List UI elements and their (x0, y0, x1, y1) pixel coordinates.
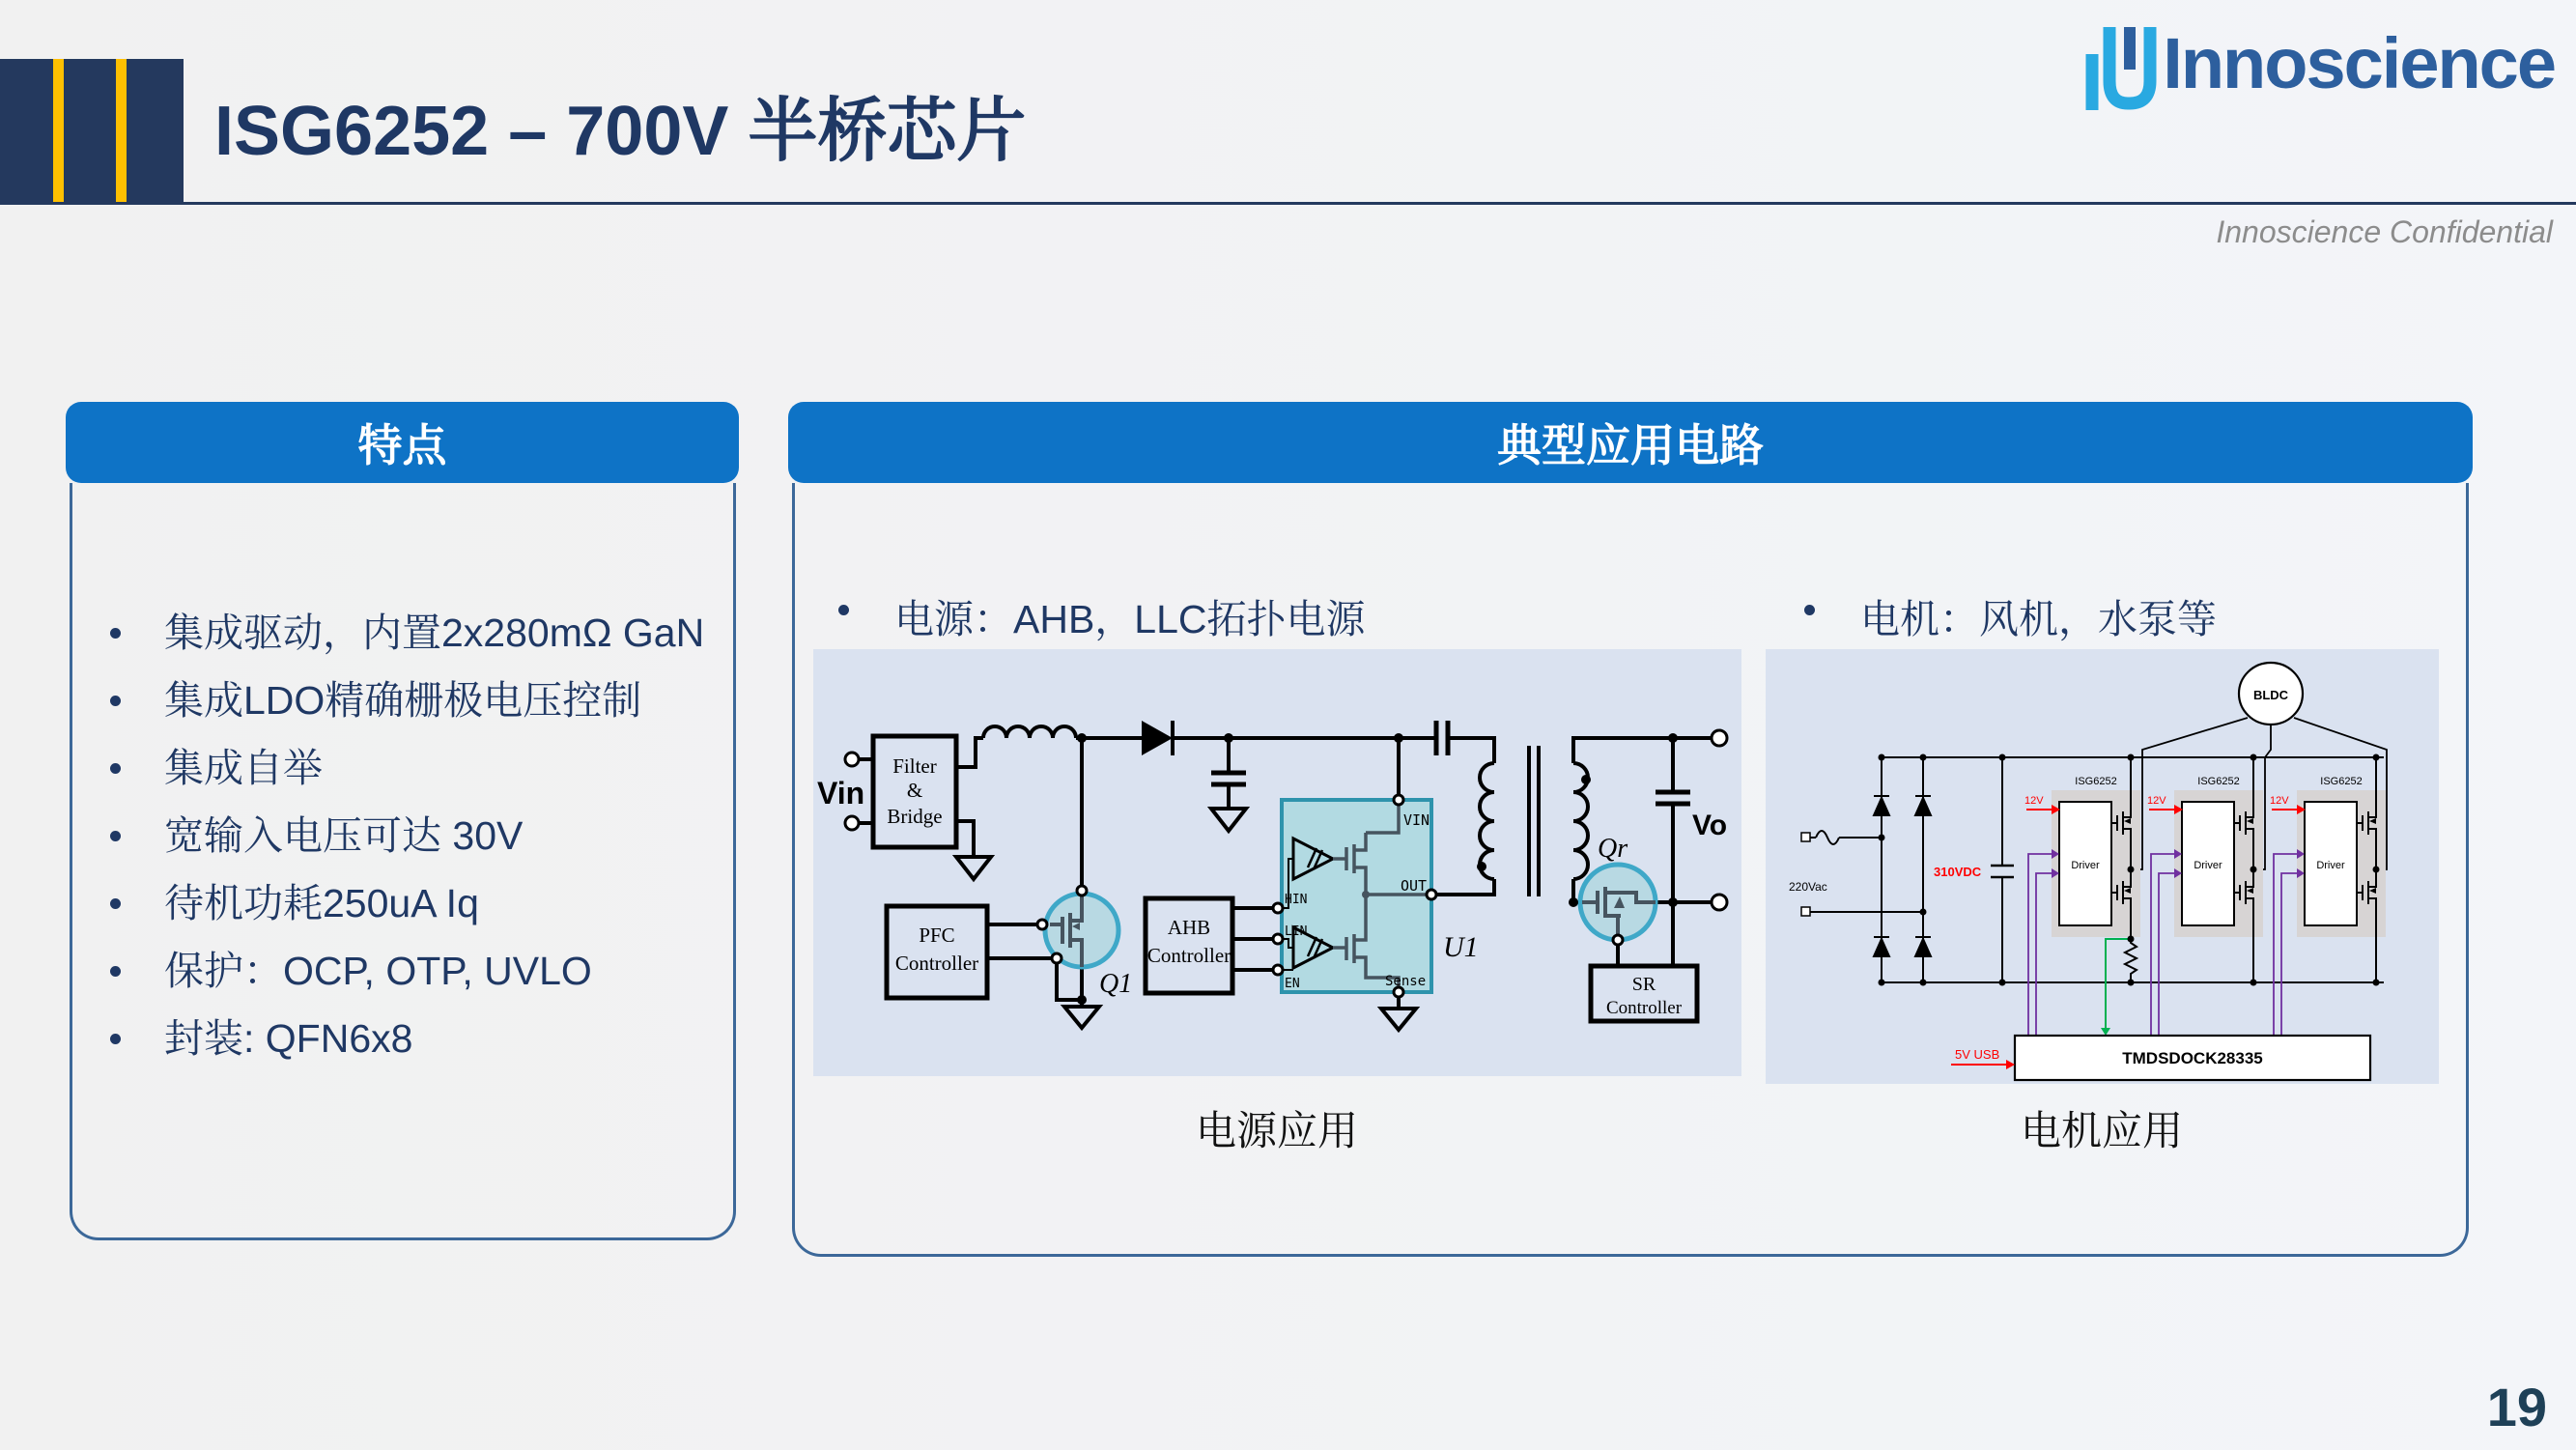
vin-pin-label: VIN (1403, 811, 1430, 829)
applications-panel-header (788, 402, 2473, 483)
isg6252-label: ISG6252 (2320, 776, 2363, 787)
motor-circuit-caption: 电机应用 (2020, 1108, 2183, 1153)
innoscience-logo-text: Innoscience (2163, 23, 2555, 103)
hin-pin-label: HIN (1285, 893, 1308, 907)
feature-item: 封装: QFN6x8 (104, 1005, 704, 1072)
features-panel-body (70, 483, 736, 1240)
ac-input-label: 220Vac (1789, 880, 1827, 894)
vo-label: Vo (1692, 810, 1728, 841)
driver-label: Driver (2194, 860, 2222, 871)
feature-item: 待机功耗250uA Iq (104, 869, 704, 937)
12v-label: 12V (2024, 795, 2044, 807)
isg6252-label: ISG6252 (2197, 776, 2240, 787)
svg-text:&: & (906, 779, 923, 802)
header-divider (0, 202, 2576, 205)
feature-item: 宽输入电压可达 30V (104, 802, 704, 869)
innoscience-logo-icon (2081, 19, 2163, 118)
feature-item: 集成自举 (104, 734, 704, 802)
bldc-label: BLDC (2252, 688, 2289, 702)
pfc-label: PFC (919, 924, 955, 947)
applications-panel-title: 典型应用电路 (1497, 420, 1764, 470)
lin-pin-label: LIN (1285, 924, 1308, 939)
power-circuit-caption: 电源应用 (1195, 1108, 1358, 1153)
u1-label: U1 (1443, 931, 1479, 963)
12v-label: 12V (2147, 795, 2166, 807)
sr-label: SR (1631, 974, 1656, 995)
power-application-bullet: 电源：AHB，LLC拓扑电源 (833, 587, 1366, 644)
out-pin-label: OUT (1401, 877, 1428, 895)
svg-text:Controller: Controller (1146, 944, 1231, 967)
sense-pin-label: Sense (1385, 974, 1427, 989)
yellow-stripe (53, 59, 64, 204)
feature-item: 集成驱动，内置2x280mΩ GaN (104, 599, 704, 667)
yellow-stripe (116, 59, 127, 204)
motor-application-bullet: 电机：风机，水泵等 (1798, 587, 2217, 644)
feature-item: 集成LDO精确栅极电压控制 (104, 667, 704, 734)
qr-label: Qr (1598, 834, 1628, 864)
features-panel-header (66, 402, 739, 483)
filter-bridge-label: Filter (892, 754, 937, 778)
page-number: 19 (2486, 1377, 2547, 1437)
innoscience-logo (2081, 19, 2555, 118)
driver-label: Driver (2071, 860, 2100, 871)
feature-item: 保护：OCP, OTP, UVLO (104, 937, 704, 1005)
features-panel-title: 特点 (357, 420, 447, 470)
en-pin-label: EN (1285, 977, 1300, 991)
svg-text:Controller: Controller (1605, 998, 1683, 1018)
tmdsdock-label: TMDSDOCK28335 (2122, 1049, 2263, 1067)
q1-label: Q1 (1099, 969, 1133, 999)
confidential-note: Innoscience Confidential (2216, 214, 2553, 249)
svg-text:Controller: Controller (894, 952, 979, 975)
ahb-label: AHB (1167, 916, 1211, 939)
vin-label: Vin (817, 776, 865, 810)
usb-label: 5V USB (1955, 1047, 2000, 1062)
driver-label: Driver (2316, 860, 2345, 871)
corner-decoration (0, 59, 184, 204)
isg6252-label: ISG6252 (2075, 776, 2117, 787)
svg-text:Bridge: Bridge (887, 805, 943, 828)
bus-voltage-label: 310VDC (1934, 865, 1982, 879)
page-title: ISG6252 – 700V 半桥芯片 (214, 93, 1027, 170)
applications-panel-body (792, 483, 2469, 1257)
12v-label: 12V (2270, 795, 2289, 807)
